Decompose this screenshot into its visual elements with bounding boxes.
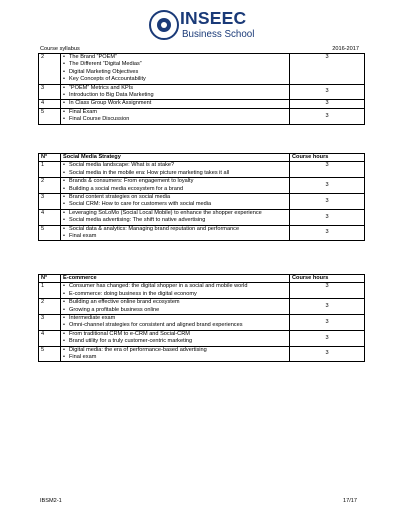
session-number: 5	[39, 225, 61, 241]
topic-item: • Social data & analytics: Managing brand reputation and performance	[63, 226, 287, 233]
session-number: 1	[39, 162, 61, 178]
table-header-row	[39, 154, 365, 162]
header-right: 2016-2017	[332, 46, 359, 52]
session-topics	[61, 346, 290, 362]
page-number: 17/17	[343, 498, 357, 504]
session-number: 3	[39, 194, 61, 210]
table-row	[39, 194, 365, 210]
topic-item: • Final exam	[63, 233, 287, 240]
column-header-title: Social Media Strategy	[61, 154, 290, 162]
topic-item: • Brand content strategies on social media	[63, 194, 287, 201]
topic-list	[63, 315, 287, 330]
session-topics	[61, 330, 290, 346]
topic-item: • Final exam	[63, 354, 287, 361]
school-logo	[149, 8, 269, 46]
topic-item: • Brands & consumers: From engagement to loyalty	[63, 178, 287, 185]
topic-list	[63, 210, 287, 225]
session-hours: 3	[290, 299, 365, 315]
column-header-title: E-commerce	[61, 275, 290, 283]
session-topics	[61, 84, 290, 100]
session-topics	[61, 108, 290, 124]
table-row	[39, 162, 365, 178]
session-topics	[61, 162, 290, 178]
topic-list	[63, 194, 287, 209]
page-footer	[40, 498, 357, 504]
table-row	[39, 178, 365, 194]
table-row	[39, 54, 365, 85]
column-header-hours: Course hours	[290, 154, 365, 162]
column-header-number: N°	[39, 154, 61, 162]
topic-item: • The Brand “POEM”	[63, 54, 287, 61]
table-row	[39, 108, 365, 124]
table-row	[39, 346, 365, 362]
logo-name: INSEEC	[180, 8, 247, 28]
session-topics	[61, 100, 290, 108]
table-row	[39, 315, 365, 331]
table-row	[39, 225, 365, 241]
topic-item: • Social media landscape: What is at stake?	[63, 162, 287, 169]
session-hours: 3	[290, 100, 365, 108]
column-header-hours: Course hours	[290, 275, 365, 283]
topic-item: • Social CRM: How to care for customers with social media	[63, 201, 287, 208]
session-hours: 3	[290, 108, 365, 124]
table-row	[39, 100, 365, 108]
topic-item: • Growing a profitable business online	[63, 307, 287, 314]
table-header-row	[39, 275, 365, 283]
topic-list	[63, 162, 287, 177]
topic-list	[63, 226, 287, 241]
e-commerce-table	[38, 274, 365, 362]
topic-item: • Leveraging SoLoMo (Social Local Mobile) to enhance the shopper experience	[63, 210, 287, 217]
topic-item: • Social media advertising: The shift to native advertising	[63, 217, 287, 224]
table-row	[39, 330, 365, 346]
table-row	[39, 209, 365, 225]
logo-subtitle: Business School	[182, 29, 255, 40]
topic-list	[63, 299, 287, 314]
logo-mark-icon	[149, 10, 179, 40]
session-hours: 3	[290, 315, 365, 331]
topic-item: • Final Exam	[63, 109, 287, 116]
table-body	[39, 162, 365, 241]
session-number: 5	[39, 108, 61, 124]
topic-item: • Intermediate exam	[63, 315, 287, 322]
topic-item: • Consumer has changed: the digital shopper in a social and mobile world	[63, 283, 287, 290]
session-topics	[61, 194, 290, 210]
topic-item: • Brand utility for a truly customer-centric marketing	[63, 338, 287, 345]
topic-item: • In Class Group Work Assignment	[63, 100, 287, 107]
table-body	[39, 283, 365, 362]
session-number: 5	[39, 346, 61, 362]
session-number: 1	[39, 283, 61, 299]
topic-list	[63, 283, 287, 298]
table-row	[39, 299, 365, 315]
topic-list	[63, 347, 287, 362]
topic-item: • Omni-channel strategies for consistent and aligned brand experiences	[63, 322, 287, 329]
topic-list	[63, 178, 287, 193]
social-media-strategy-table	[38, 153, 365, 241]
topic-item: • Building a social media ecosystem for a brand	[63, 186, 287, 193]
session-hours: 3	[290, 194, 365, 210]
topic-item: • Final Course Discussion	[63, 116, 287, 123]
session-hours: 3	[290, 330, 365, 346]
session-hours: 3	[290, 209, 365, 225]
footer-left: IBSM2-1	[40, 498, 62, 504]
topic-item: • Building an effective online brand ecosystem	[63, 299, 287, 306]
topic-list	[63, 331, 287, 346]
session-hours: 3	[290, 84, 365, 100]
session-topics	[61, 178, 290, 194]
page-header	[40, 46, 359, 52]
topic-item: • Key Concepts of Accountability	[63, 76, 287, 83]
session-number: 4	[39, 330, 61, 346]
session-hours: 3	[290, 162, 365, 178]
session-topics	[61, 283, 290, 299]
session-number: 2	[39, 54, 61, 85]
topic-item: • Digital Marketing Objectives	[63, 69, 287, 76]
session-number: 4	[39, 100, 61, 108]
session-number: 2	[39, 299, 61, 315]
session-topics	[61, 299, 290, 315]
session-hours: 3	[290, 225, 365, 241]
session-hours: 3	[290, 346, 365, 362]
topic-list	[63, 100, 287, 107]
session-topics	[61, 225, 290, 241]
session-hours: 3	[290, 178, 365, 194]
topic-item: • Digital media: the era of performance-based advertising	[63, 347, 287, 354]
session-topics	[61, 315, 290, 331]
topic-list	[63, 85, 287, 100]
session-number: 3	[39, 315, 61, 331]
header-left: Course syllabus	[40, 46, 80, 52]
session-topics	[61, 209, 290, 225]
session-number: 2	[39, 178, 61, 194]
topic-item: • “POEM” Metrics and KPIs	[63, 85, 287, 92]
topic-item: • The Different “Digital Medias”	[63, 61, 287, 68]
table-row	[39, 84, 365, 100]
session-hours: 3	[290, 283, 365, 299]
topic-item: • Introduction to Big Data Marketing	[63, 92, 287, 99]
session-hours: 3	[290, 54, 365, 85]
session-topics	[61, 54, 290, 85]
table-row	[39, 283, 365, 299]
topic-item: • E-commerce: doing business in the digital economy	[63, 291, 287, 298]
topic-item: • From traditional CRM to e-CRM and Social-CRM	[63, 331, 287, 338]
syllabus-table-continued	[38, 53, 365, 125]
session-number: 4	[39, 209, 61, 225]
column-header-number: N°	[39, 275, 61, 283]
session-number: 3	[39, 84, 61, 100]
topic-list	[63, 54, 287, 84]
topic-item: • Social media in the mobile era: How picture marketing takes it all	[63, 170, 287, 177]
topic-list	[63, 109, 287, 124]
table-body	[39, 54, 365, 125]
